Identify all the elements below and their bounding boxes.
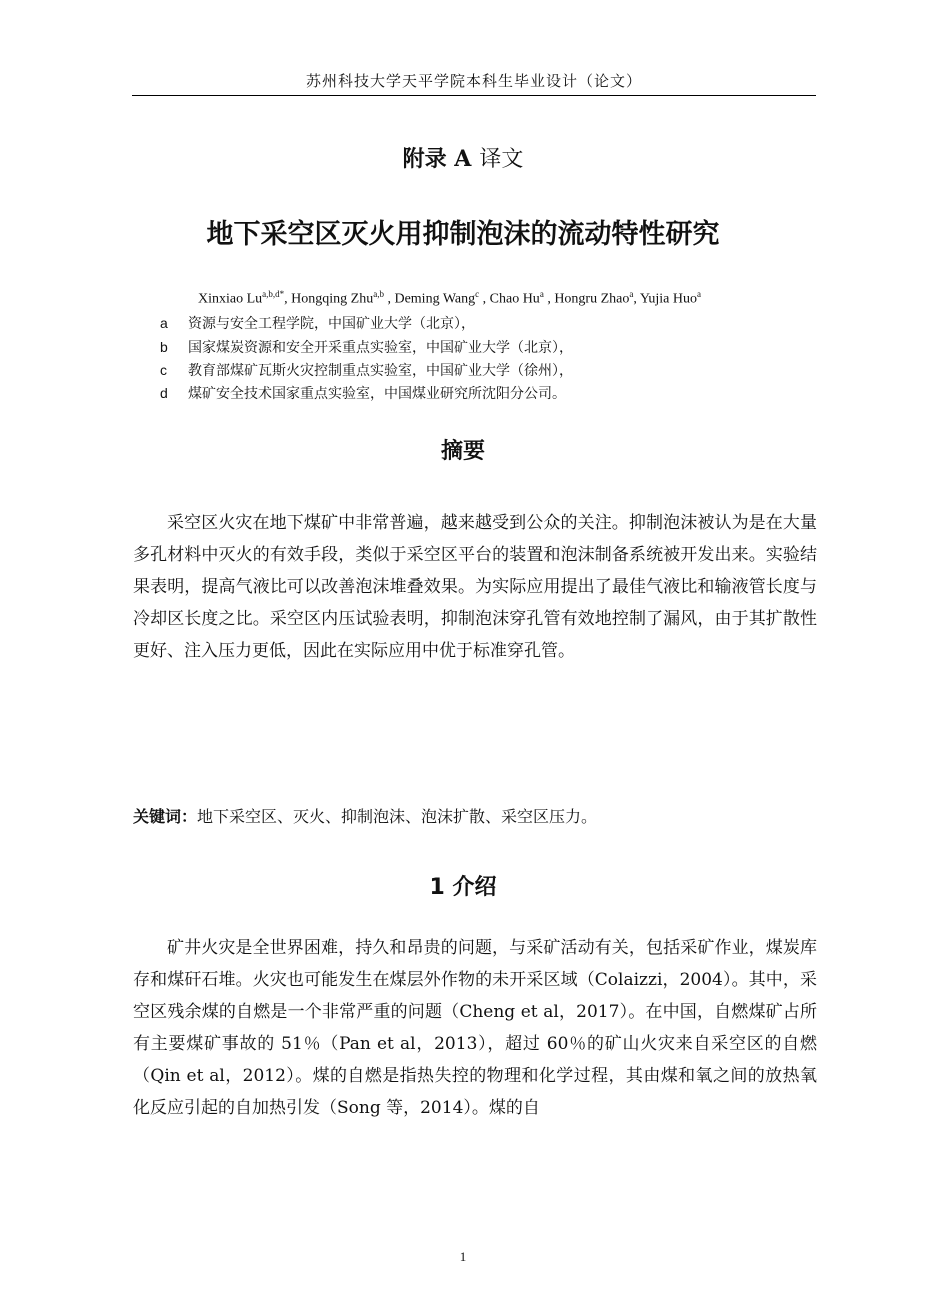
keywords-text: 地下采空区、灭火、抑制泡沫、泡沫扩散、采空区压力。 xyxy=(197,807,598,826)
abstract-text: 采空区火灾在地下煤矿中非常普遍，越来越受到公众的关注。抑制泡沫被认为是在大量多孔材料中灭火的有效手段，类似于采空区平台的装置和泡沫制备系统被开发出来。实验结果表明，提高气液比可以改善泡沫堆叠效果。为实际应用提出了最佳气液比和输液管长度与冷却区长度之比。采空区内压试验表明，抑制泡沫穿孔管有效地控制了漏风，由于其扩散性更好、注入压力更低，因此在实际应用中优于标准穿孔管。 xyxy=(133,513,817,661)
abstract-heading: 摘要 xyxy=(440,439,485,464)
affiliation-c xyxy=(160,360,573,380)
author-separator: , xyxy=(633,291,640,307)
page-number: 1 xyxy=(459,1249,467,1264)
affiliation-a xyxy=(160,313,475,333)
author-affiliation-mark: c xyxy=(475,289,480,299)
author-name: Deming Wang xyxy=(394,291,476,307)
author-separator: , xyxy=(479,291,490,307)
affiliation-text: 煤矿安全技术国家重点实验室，中国煤业研究所沈阳分公司。 xyxy=(188,386,566,402)
author-name: Chao Hu xyxy=(489,291,540,307)
affiliation-d xyxy=(160,383,566,403)
keywords xyxy=(133,804,817,827)
appendix-sub: 译文 xyxy=(479,147,524,172)
author-name: Xinxiao Lu xyxy=(198,291,263,307)
author-affiliation-mark: a xyxy=(629,289,634,299)
appendix-heading xyxy=(0,142,926,173)
keywords-label: 关键词： xyxy=(133,807,198,826)
affiliation-b xyxy=(160,337,573,357)
page-header: 苏州科技大学天平学院本科生毕业设计（论文） xyxy=(305,72,642,90)
affiliation-text: 教育部煤矿瓦斯火灾控制重点实验室，中国矿业大学（徐州）， xyxy=(188,363,573,379)
affiliation-letter: d xyxy=(160,385,168,401)
author-affiliation-mark: a,b,d* xyxy=(262,289,285,299)
author-name: Hongru Zhao xyxy=(554,291,630,307)
author-affiliation-mark: a,b xyxy=(373,289,384,299)
author-name: Hongqing Zhu xyxy=(291,291,374,307)
affiliation-text: 资源与安全工程学院，中国矿业大学（北京）， xyxy=(188,316,475,332)
header-rule xyxy=(132,95,816,96)
affiliation-text: 国家煤炭资源和安全开采重点实验室，中国矿业大学（北京）， xyxy=(188,340,573,356)
author-name: Yujia Huo xyxy=(639,291,698,307)
paper-title: 地下采空区灭火用抑制泡沫的流动特性研究 xyxy=(206,219,720,250)
section-heading-introduction: 1 介绍 xyxy=(429,875,497,900)
author-affiliation-mark: a xyxy=(697,289,702,299)
author-separator: , xyxy=(383,291,395,307)
affiliation-letter: b xyxy=(160,339,168,355)
introduction-text: 矿井火灾是全世界困难，持久和昂贵的问题，与采矿活动有关，包括采矿作业，煤炭库存和煤矸石堆。火灾也可能发生在煤层外作物的未开采区域（Colaizzi，2004）。其中，采空区残余煤的自燃是一个非常严重的问题（Cheng et al，2017）。在中国，自燃煤矿占所有主要煤矿事故的 51％（Pan et al，2013），超过 60％的矿山火灾来自采空区的自燃（Qin et al，2012）。煤的自燃是指热失控的物理和化学过程，其由煤和氧之间的放热氧化反应引起的自加热引发（Song 等，2014）。煤的自 xyxy=(133,938,817,1118)
author-affiliation-mark: a xyxy=(539,289,544,299)
author-separator: , xyxy=(284,291,292,307)
affiliation-letter: c xyxy=(160,362,167,378)
author-list xyxy=(198,289,818,308)
author-separator: , xyxy=(543,291,555,307)
affiliation-letter: a xyxy=(160,315,168,331)
appendix-label: 附录 A xyxy=(402,146,472,172)
